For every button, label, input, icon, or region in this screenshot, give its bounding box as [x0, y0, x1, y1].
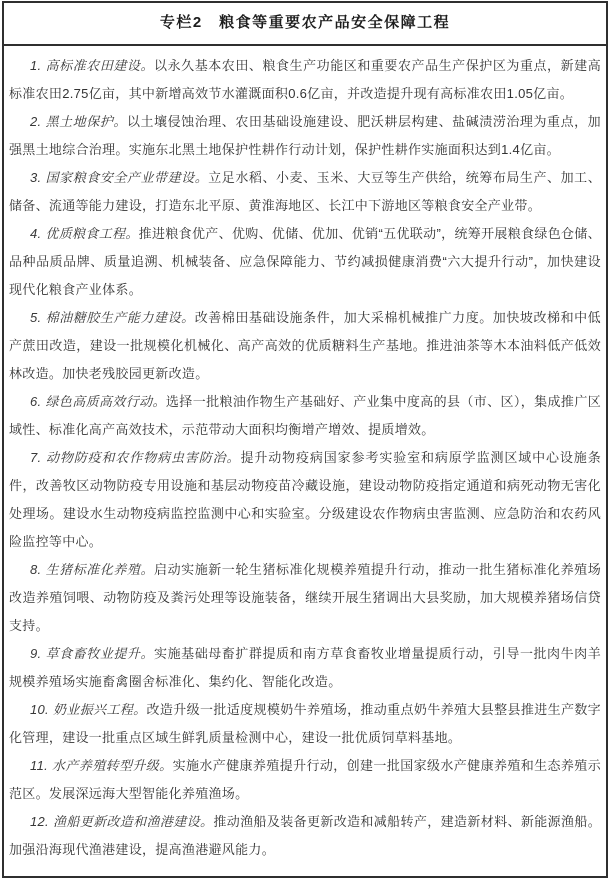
item-lead-title: 棉油糖胶生产能力建设。 — [45, 310, 195, 325]
item-number: 12. — [30, 814, 49, 829]
item-number: 2. — [30, 114, 42, 129]
list-item — [9, 108, 601, 164]
item-number: 11. — [30, 758, 49, 773]
item-number: 9. — [30, 646, 42, 661]
item-body-text: 实施水产健康养殖提升行动，创建一批国家级水产健康养殖和生态养殖示范区。发展深远海大型智能化养殖渔场。 — [9, 758, 601, 801]
item-lead-title: 渔船更新改造和渔港建设。 — [52, 814, 214, 829]
list-item — [9, 220, 601, 304]
item-lead-title: 动物防疫和农作物病虫害防治。 — [45, 450, 241, 465]
item-body-text: 推进粮食优产、优购、优储、优加、优销“五优联动”，统筹开展粮食绿色仓储、品种品质品牌、质量追溯、机械装备、应急保障能力、节约减损健康消费“六大提升行动”，加快建设现代化粮食产业体系。 — [9, 226, 601, 297]
item-number: 7. — [30, 450, 42, 465]
item-lead-title: 黑土地保护。 — [45, 114, 127, 129]
item-number: 4. — [30, 226, 42, 241]
list-item — [9, 808, 601, 864]
item-body-text: 推动渔船及装备更新改造和减船转产，建造新材料、新能源渔船。加强沿海现代渔港建设，提高渔港避风能力。 — [9, 814, 601, 857]
item-body-text: 以永久基本农田、粮食生产功能区和重要农产品生产保护区为重点，新建高标准农田2.75亿亩，其中新增高效节水灌溉面积0.6亿亩，并改造提升现有高标准农田1.05亿亩。 — [9, 58, 601, 101]
item-number: 1. — [30, 58, 42, 73]
list-item — [9, 640, 601, 696]
list-item — [9, 696, 601, 752]
item-number: 5. — [30, 310, 42, 325]
list-item — [9, 164, 601, 220]
item-body-text: 以土壤侵蚀治理、农田基础设施建设、肥沃耕层构建、盐碱渍涝治理为重点，加强黑土地综合治理。实施东北黑土地保护性耕作行动计划，保护性耕作实施面积达到1.4亿亩。 — [9, 114, 601, 157]
item-body-text: 选择一批粮油作物生产基础好、产业集中度高的县（市、区），集成推广区域性、标准化高产高效技术，示范带动大面积均衡增产增效、提质增效。 — [9, 394, 602, 437]
item-number: 6. — [30, 394, 42, 409]
item-body-text: 改善棉田基础设施条件，加大采棉机械推广力度。加快坡改梯和中低产蔗田改造，建设一批规模化机械化、高产高效的优质糖料生产基地。推进油茶等木本油料低产低效林改造。加快老残胶园更新改造。 — [9, 310, 601, 381]
item-lead-title: 绿色高质高效行动。 — [45, 394, 166, 409]
item-body-text: 实施基础母畜扩群提质和南方草食畜牧业增量提质行动，引导一批肉牛肉羊规模养殖场实施畜禽圈舍标准化、集约化、智能化改造。 — [9, 646, 601, 689]
list-item — [9, 304, 601, 388]
item-body-text: 立足水稻、小麦、玉米、大豆等生产供给，统筹布局生产、加工、储备、流通等能力建设，打造东北平原、黄淮海地区、长江中下游地区等粮食安全产业带。 — [9, 170, 601, 213]
item-number: 8. — [30, 562, 42, 577]
column-box — [2, 1, 608, 878]
item-lead-title: 高标准农田建设。 — [45, 58, 155, 73]
item-body-text: 提升动物疫病国家参考实验室和病原学监测区域中心设施条件，改善牧区动物防疫专用设施和基层动物疫苗冷藏设施，建设动物防疫指定通道和病死动物无害化处理场。建设水生动物疫病监控监测中心和实验室。分级建设农作物病虫害监测、应急防治和农药风险监控等中心。 — [9, 450, 601, 549]
box-title: 专栏2 粮食等重要农产品安全保障工程 — [4, 3, 606, 46]
item-lead-title: 水产养殖转型升级。 — [52, 758, 173, 773]
box-body — [4, 46, 606, 876]
item-lead-title: 优质粮食工程。 — [45, 226, 139, 241]
list-item — [9, 556, 601, 640]
item-lead-title: 奶业振兴工程。 — [52, 702, 147, 717]
item-lead-title: 草食畜牧业提升。 — [45, 646, 155, 661]
list-item — [9, 52, 601, 108]
item-body-text: 改造升级一批适度规模奶牛养殖场，推动重点奶牛养殖大县整县推进生产数字化管理，建设一批重点区域生鲜乳质量检测中心，建设一批优质饲草料基地。 — [9, 702, 601, 745]
list-item — [9, 388, 601, 444]
item-number: 10. — [30, 702, 49, 717]
list-item — [9, 752, 601, 808]
item-lead-title: 生猪标准化养殖。 — [45, 562, 155, 577]
item-body-text: 启动实施新一轮生猪标准化规模养殖提升行动，推动一批生猪标准化养殖场改造养殖饲喂、动物防疫及粪污处理等设施装备，继续开展生猪调出大县奖励，加大规模养猪场信贷支持。 — [9, 562, 601, 633]
item-number: 3. — [30, 170, 42, 185]
list-item — [9, 444, 601, 556]
item-lead-title: 国家粮食安全产业带建设。 — [45, 170, 209, 185]
